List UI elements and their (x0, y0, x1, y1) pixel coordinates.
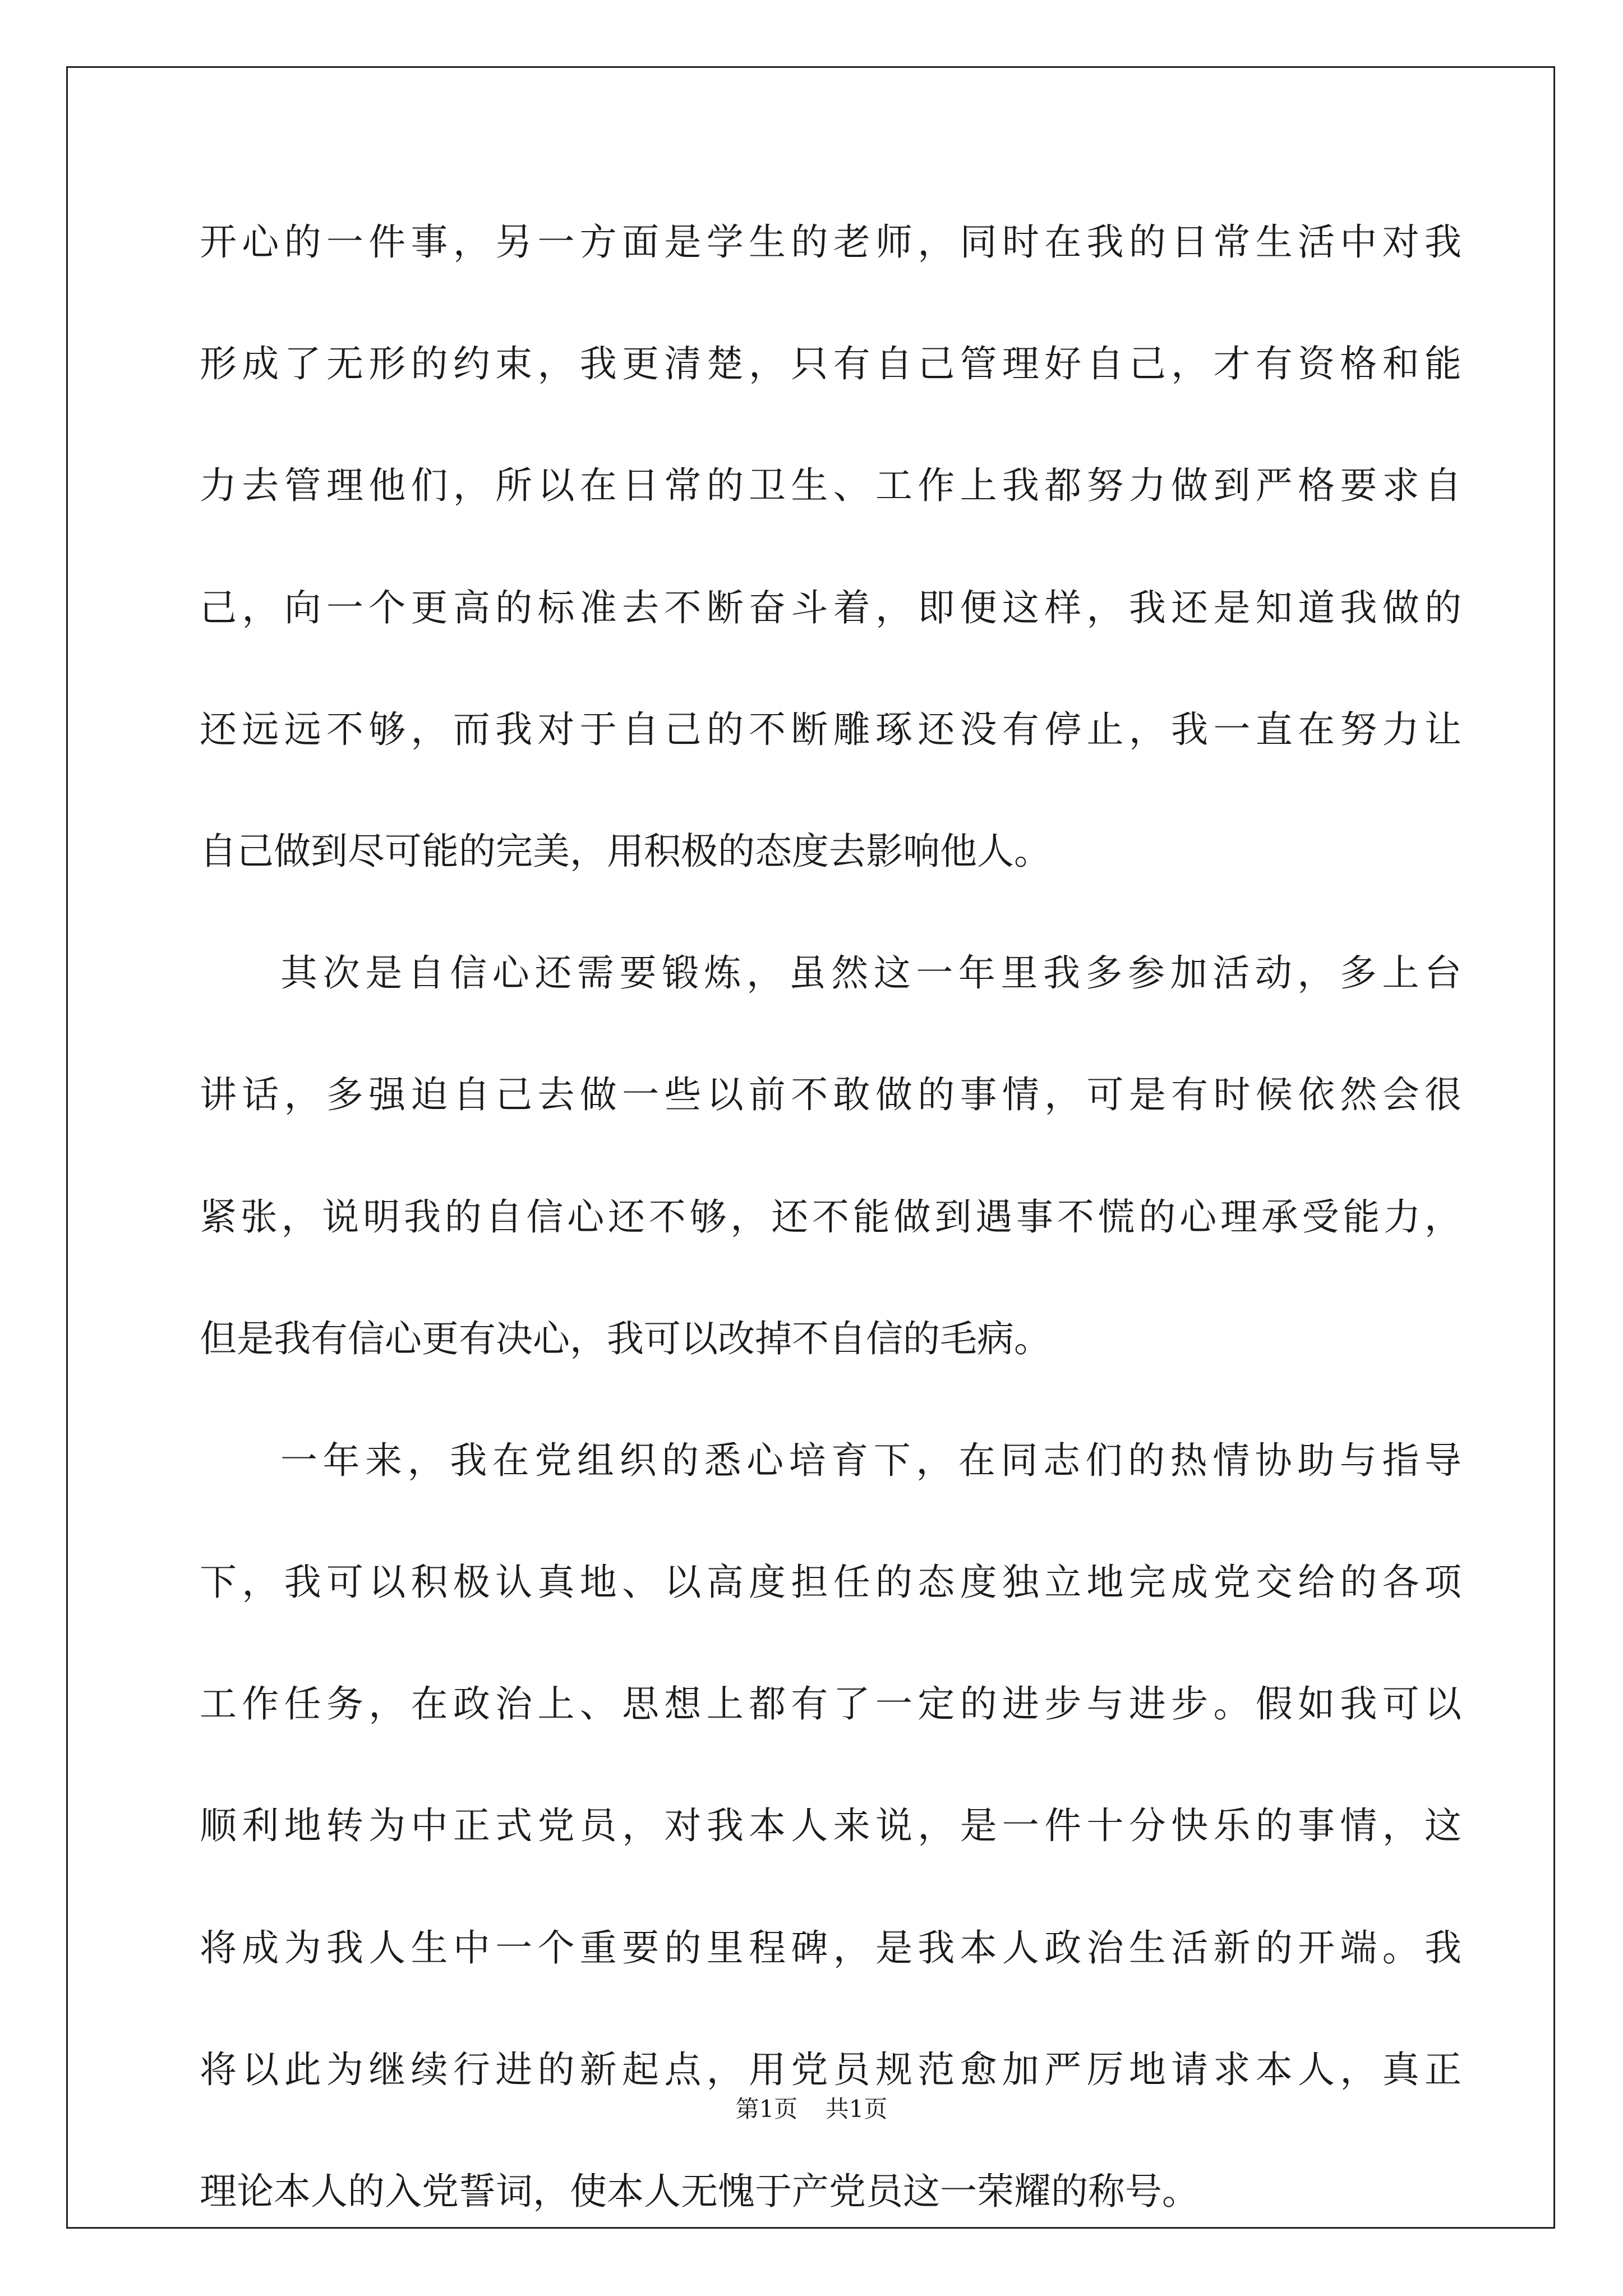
text-line: 讲话，多强迫自己去做一些以前不敢做的事情，可是有时候依然会很 (200, 1073, 1461, 1117)
text-line: 下，我可以积极认真地、以高度担任的态度独立地完成党交给的各项 (200, 1561, 1461, 1604)
text-line: 还远远不够，而我对于自己的不断雕琢还没有停止，我一直在努力让 (200, 707, 1461, 751)
text-line: 一年来，我在党组织的悉心培育下，在同志们的热情协助与指导 (280, 1438, 1461, 1482)
page-number-total: 共1页 (825, 2095, 888, 2123)
text-line: 理论本人的入党誓词，使本人无愧于产党员这一荣耀的称号。 (200, 2170, 1199, 2213)
text-line: 己，向一个更高的标准去不断奋斗着，即便这样，我还是知道我做的 (200, 586, 1461, 629)
text-line: 形成了无形的约束，我更清楚，只有自己管理好自己，才有资格和能 (200, 342, 1461, 386)
text-line: 自己做到尽可能的完美，用积极的态度去影响他人。 (200, 829, 1051, 873)
text-line: 其次是自信心还需要锻炼，虽然这一年里我多参加活动，多上台 (280, 951, 1461, 995)
document-body (200, 214, 1461, 2285)
text-line: 但是我有信心更有决心，我可以改掉不自信的毛病。 (200, 1317, 1051, 1360)
page-number-current: 第1页 (735, 2095, 798, 2123)
page-footer (0, 2095, 1623, 2123)
text-line: 将以此为继续行进的新起点，用党员规范愈加严厉地请求本人，真正 (200, 2047, 1461, 2091)
text-line: 力去管理他们，所以在日常的卫生、工作上我都努力做到严格要求自 (200, 464, 1461, 508)
text-line: 顺利地转为中正式党员，对我本人来说，是一件十分快乐的事情，这 (200, 1804, 1461, 1848)
text-line: 开心的一件事，另一方面是学生的老师，同时在我的日常生活中对我 (200, 220, 1461, 264)
text-line: 将成为我人生中一个重要的里程碑，是我本人政治生活新的开端。我 (200, 1926, 1461, 1970)
text-line: 工作任务，在政治上、思想上都有了一定的进步与进步。假如我可以 (200, 1682, 1461, 1726)
text-line: 紧张，说明我的自信心还不够，还不能做到遇事不慌的心理承受能力， (200, 1195, 1461, 1239)
